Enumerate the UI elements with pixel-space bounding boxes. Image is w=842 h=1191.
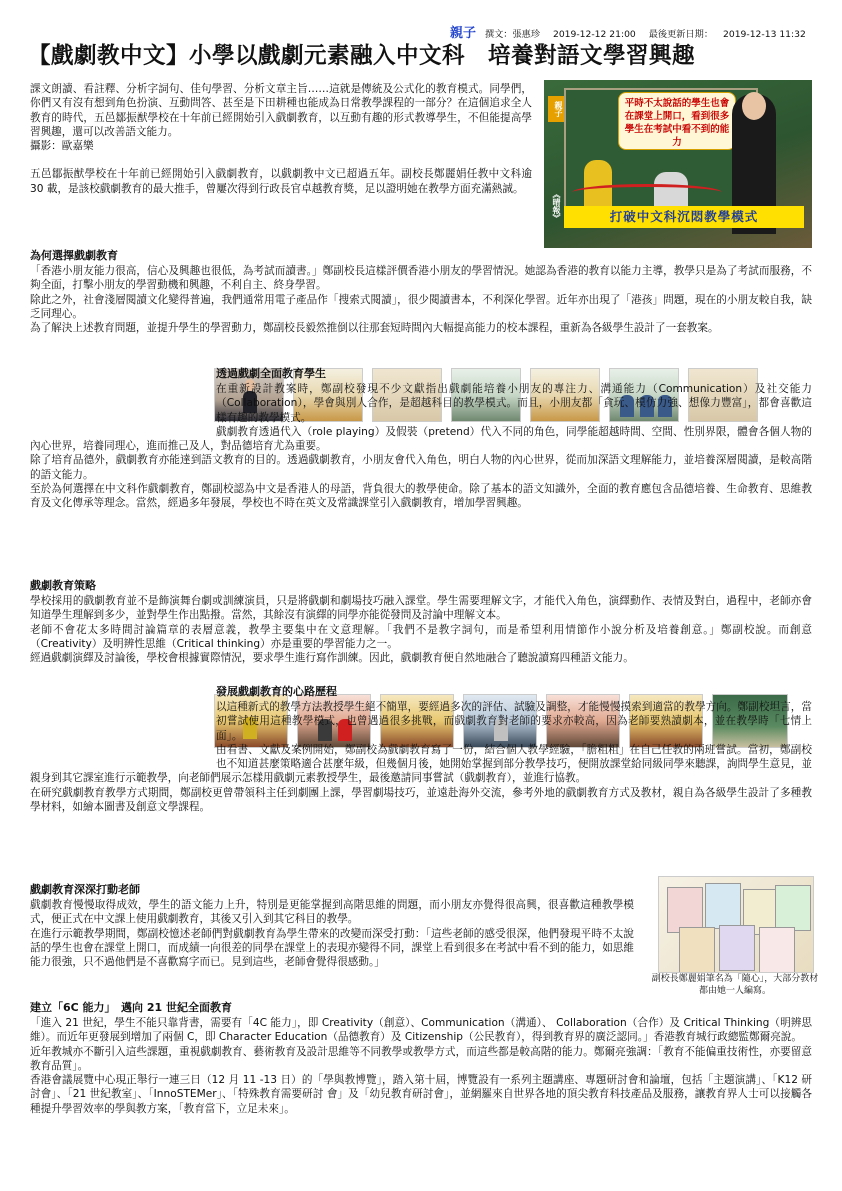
section-heading: 發展戲劇教育的心路歷程 bbox=[216, 685, 337, 698]
source-tag: 《晴報》 bbox=[552, 190, 561, 222]
paragraph: 戲劇教育慢慢取得成效，學生的語文能力上升，特別是更能掌握到高階思維的問題，而小朋友亦覺得很高興，很喜歡這種教學模式，便正式在中文課上使用戲劇教育，其後又引入到其它科目的教學。 bbox=[30, 899, 634, 926]
paragraph: 至於為何選擇在中文科作戲劇教育，鄭副校認為中文是香港人的母語，背負很大的教學使命。除了基本的語文知識外，全面的教育應包含品德培養、生命教育、思維教育及文化傳承等理念。當然，經過多年發展，學校也不時在英文及常識課堂引入戲劇教育，增加學習興趣。 bbox=[30, 483, 812, 510]
section-journey bbox=[30, 684, 812, 814]
category-link[interactable]: 親子 bbox=[450, 26, 477, 41]
paragraph: 在進行示範教學期間，鄭副校憶述老師們對戲劇教育為學生帶來的改變而深受打動：「這些老師的感受很深，他們發現平時不太說話的學生也會在課堂上開口，而成績一向很差的同學在課堂上的表現亦變得不同，課堂上看到很多在考試中看不到的能力，如思維能力很強，只不過他們是不喜歡寫字而已。見到這些，老師會覺得很感動。」 bbox=[30, 927, 634, 969]
updated-time: 2019-12-13 11:32 bbox=[723, 29, 806, 40]
photo-caption: 副校長鄭麗娟筆名為「隨心」，大部分教材都由她一人編寫。 bbox=[651, 974, 819, 996]
paragraph: 戲劇教育透過代入（role playing）及假裝（pretend）代入不同的角色，同學能超越時間、空間、性別界限，體會各個人物的內心世界，培養同理心，進而推己及人，對品德培育尤為重要。 bbox=[30, 425, 812, 453]
intro bbox=[30, 82, 532, 196]
publish-time: 2019-12-12 21:00 bbox=[552, 29, 636, 40]
paragraph: 在研究戲劇教育教學方式期間，鄭副校更曾帶領科主任到劇團上課，學習劇場技巧，並遠赴海外交流，參考外地的戲劇教育方式及教材，親自為各級學生設計了多種教學材料，如繪本圖書及創意文學課程。 bbox=[30, 786, 812, 814]
paragraph: 經過戲劇演繹及討論後，學校會根據實際情況，要求學生進行寫作訓練。因此，戲劇教育便自然地融合了聽說讀寫四種語文能力。 bbox=[30, 652, 634, 665]
paragraph: 學校採用的戲劇教育並不是飾演舞台劇或訓練演員，只是將戲劇和劇場技巧融入課堂。學生需要理解文字，才能代入角色，演繹動作、表情及對白，過程中，老師亦會知道學生理解到多少，並對學生作出點撥。當然，其餘沒有演繹的同學亦能從發問及討論中理解文本。 bbox=[30, 595, 812, 622]
section-why-drama bbox=[30, 248, 812, 335]
section-heading: 戲劇教育深深打動老師 bbox=[30, 883, 140, 896]
paragraph: 除此之外，社會淺層閱讀文化變得普遍，我們通常用電子產品作「搜索式閱讀」，很少閱讀書本，不利深化學習。近年亦出現了「港孩」問題，現在的小朋友較自我，缺乏同理心。 bbox=[30, 293, 812, 320]
intro-paragraph: 課文朗讀、看註釋、分析字詞句、佳句學習、分析文章主旨……這就是傳統及公式化的教育模式。同學們，你們又有沒有想到角色扮演、互動問答、甚至是下田耕種也能成為日常教學課程的一部分？在這個追求全人教育的時代，五邑鄒振猷學校在十年前已經開始引入戲劇教育，以互動有趣的形式教導學生，不但能提高學習興趣，還可以改善語文能力。 bbox=[30, 83, 532, 138]
section-strategy bbox=[30, 578, 812, 665]
paragraph: 在重新設計教案時，鄭副校發現不少文獻指出戲劇能培養小朋友的專注力、溝通能力（Communication）及社交能力（Collaboration），學會與別人合作，是超越科目的教學模式。而且，小朋友都「貪玩、模仿力強、想像力豐富」，都會喜歡這樣有趣的教學模式。 bbox=[216, 383, 812, 424]
intro-paragraph-2: 五邑鄒振猷學校在十年前已經開始引入戲劇教育，以戲劇教中文已超過五年。副校長鄭麗娟任教中文科逾 30 載，是該校戲劇教育的最大推手，曾屢次得到行政長官卓越教育獎，足以證明她在教學方面充滿熱誠。 bbox=[30, 168, 532, 195]
section-holistic-education bbox=[30, 366, 812, 511]
section-heading: 透過戲劇全面教育學生 bbox=[216, 367, 326, 380]
section-6c-abilities bbox=[30, 1000, 812, 1116]
paragraph: 「香港小朋友能力很高，信心及興趣也很低，為考試而讀書。」鄭副校長這樣評價香港小朋友的學習情況。她認為香港的教育以能力主導，教學只是為了考試而服務，不夠全面，打擊小朋友的學習動機和興趣，不利自主、終身學習。 bbox=[30, 265, 812, 292]
section-heading: 為何選擇戲劇教育 bbox=[30, 249, 118, 262]
paragraph: 以這種新式的教學方法教授學生絕不簡單，要經過多次的評估、試驗及調整，才能慢慢摸索到適當的教學方向。鄭副校坦言，當初嘗試使用這種教學模式，也曾遇過很多挑戰，而戲劇教育對老師的要求亦較高，因為老師要熟讀劇本，並在教學時「七情上面」。 bbox=[216, 701, 812, 742]
section-heading: 戲劇教育策略 bbox=[30, 579, 96, 592]
updated-label: 最後更新日期： bbox=[648, 29, 714, 40]
section-heading: 建立「6C 能力」 邁向 21 世紀全面教育 bbox=[30, 1001, 233, 1014]
hero-image bbox=[544, 80, 812, 248]
author: 撰文：張惠珍 bbox=[484, 29, 541, 40]
page-title: 【戲劇教中文】小學以戲劇元素融入中文科 培養對語文學習興趣 bbox=[28, 43, 696, 69]
paragraph: 除了培育品德外，戲劇教育亦能達到語文教育的目的。透過戲劇教育，小朋友會代入角色，明白人物的內心世界，從而加深語文理解能力，並培養深層閱讀，是較高階的語文能力。 bbox=[30, 454, 812, 481]
prop-rope bbox=[572, 184, 722, 201]
books-photo bbox=[658, 876, 814, 973]
section-moved-teachers bbox=[30, 882, 634, 969]
brand-logo: 親子 bbox=[548, 96, 564, 122]
paragraph: 「進入 21 世紀，學生不能只靠背書，需要有「4C 能力」，即 Creativity（創意）、Communication（溝通）、 Collaboration（合作）及 Critical Thinking（明辨思維）。而近年更發展到增加了兩個 C，即 Character Education（品德教育）及 Citizenship（公民教育），得到教育界的廣泛認同。」香港教育城行政總監鄭爾亮說。 bbox=[30, 1017, 812, 1044]
hero-banner: 打破中文科沉悶教學模式 bbox=[564, 206, 804, 228]
paragraph: 為了解決上述教育問題，並提升學生的學習動力，鄭副校長毅然推倒以往那套短時間內大幅提高能力的校本課程，重新為各級學生設計了一套教案。 bbox=[30, 322, 719, 335]
photo-credit: 攝影：歐嘉樂 bbox=[30, 140, 94, 153]
paragraph: 由看書、文獻及案例開始，鄭副校為戲劇教育寫了一份，結合個人教學經驗，「膽粗粗」在自己任教的兩班嘗試。當初，鄭副校也不知道甚麼策略適合甚麼年級，但幾個月後，她開始掌握到部分教學技巧，便開放課堂給同級同學來聽課，詢問學生意見，並親身到其它課室進行示範教學，向老師們展示怎樣用戲劇元素教授學生，最後邀請同事嘗試（戲劇教育），並進行協教。 bbox=[30, 743, 812, 785]
paragraph: 近年教城亦不斷引入這些課題，重視戲劇教育、藝術教育及設計思維等不同教學或教學方式，而這些都是較高階的能力。鄭爾亮強調：「教育不能偏重技術性，亦要留意教育品質」。 bbox=[30, 1045, 812, 1072]
paragraph: 香港會議展覽中心現正舉行一連三日（12 月 11 -13 日）的「學與教博覽」，踏入第十屆，博覽設有一系列主題講座、專題研討會和論壇，包括「主題演講」、「K12 研討會」、「21 世紀教室」、「InnoSTEMer」、「特殊教育需要研討 會」及「幼兒教育研討會」，並網羅來自世界各地的頂尖教育科技產品及服務，讓教育界人士可以接觸各種提升學習效率的學與教方案，「教育當下，立足未來」。 bbox=[30, 1074, 812, 1115]
paragraph: 老師不會花太多時間討論篇章的表層意義，教學主要集中在文意理解。「我們不是教字詞句，而是希望利用情節作小說分析及培養創意。」鄭副校說。而創意（Creativity）及明辨性思維（Critical thinking）亦是重要的學習能力之一。 bbox=[30, 623, 812, 650]
hero-callout: 平時不太說話的學生也會在課堂上開口，看到很多學生在考試中看不到的能力 bbox=[618, 92, 736, 150]
